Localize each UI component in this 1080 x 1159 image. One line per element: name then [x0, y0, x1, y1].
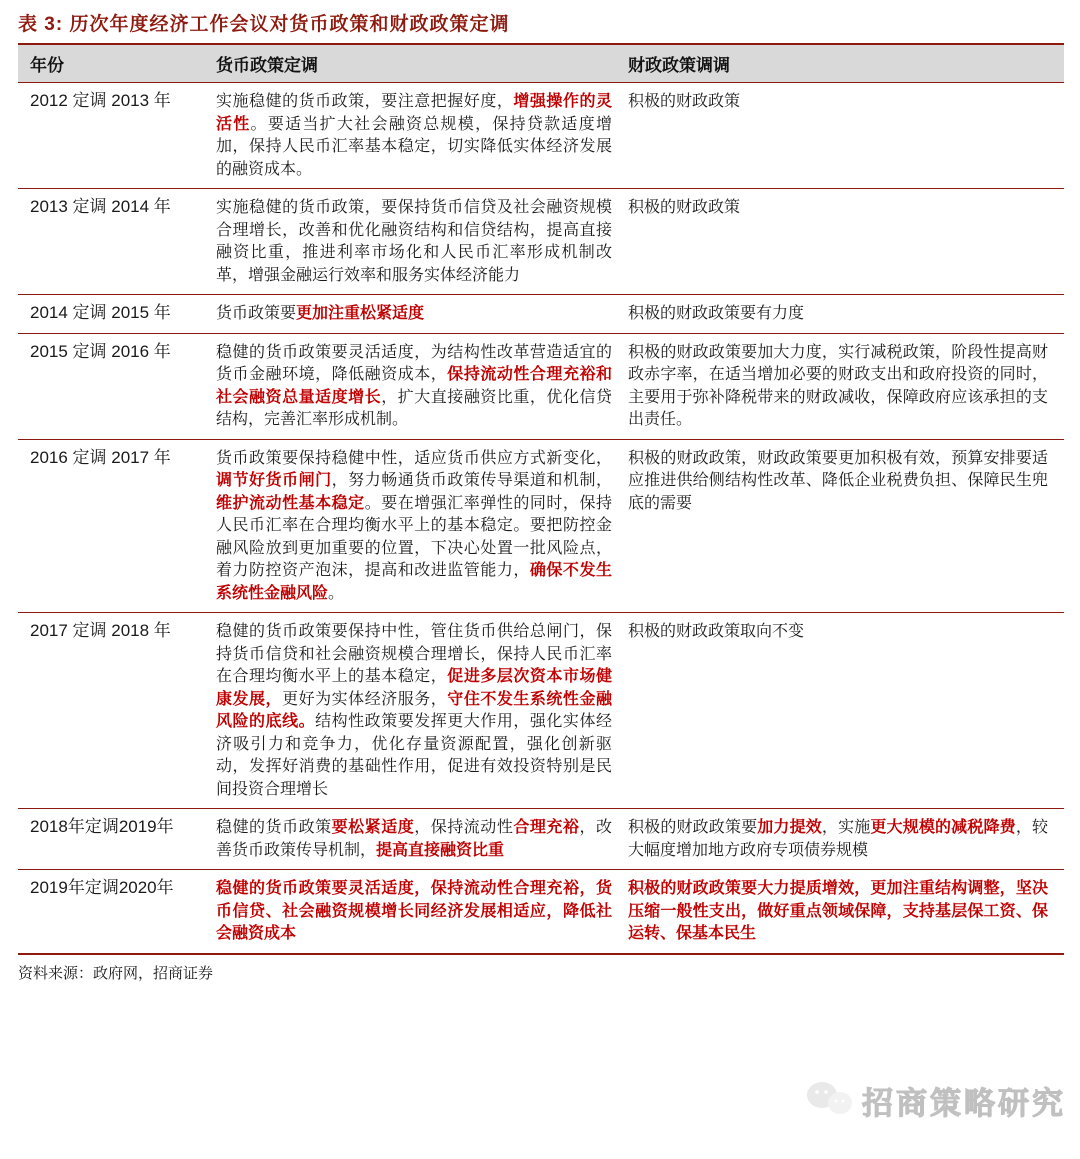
fiscal-policy-cell: 积极的财政政策取向不变: [628, 613, 1064, 809]
year-cell: 2014 定调 2015 年: [18, 295, 216, 334]
table-row: [18, 613, 1064, 809]
monetary-policy-cell: 实施稳健的货币政策，要注意把握好度，增强操作的灵活性。要适当扩大社会融资总规模，保持贷款适度增加，保持人民币汇率基本稳定，切实降低实体经济发展的融资成本。: [216, 83, 628, 189]
table-row: [18, 295, 1064, 334]
year-cell: 2013 定调 2014 年: [18, 189, 216, 295]
table-header: [18, 44, 1064, 83]
year-cell: 2016 定调 2017 年: [18, 439, 216, 613]
table-row: [18, 809, 1064, 870]
column-header-year: 年份: [18, 44, 216, 83]
monetary-policy-cell: 稳健的货币政策要松紧适度，保持流动性合理充裕，改善货币政策传导机制，提高直接融资比重: [216, 809, 628, 870]
fiscal-policy-cell: 积极的财政政策要大力提质增效，更加注重结构调整，坚决压缩一般性支出，做好重点领域保障，支持基层保工资、保运转、保基本民生: [628, 870, 1064, 954]
monetary-policy-cell: 稳健的货币政策要灵活适度，保持流动性合理充裕，货币信贷、社会融资规模增长同经济发展相适应，降低社会融资成本: [216, 870, 628, 954]
monetary-policy-cell: 实施稳健的货币政策，要保持货币信贷及社会融资规模合理增长，改善和优化融资结构和信贷结构，提高直接融资比重，推进利率市场化和人民币汇率形成机制改革，增强金融运行效率和服务实体经济能力: [216, 189, 628, 295]
watermark: [804, 1078, 1066, 1123]
monetary-policy-cell: 货币政策要更加注重松紧适度: [216, 295, 628, 334]
wechat-icon: [804, 1079, 856, 1123]
table-row: [18, 870, 1064, 954]
policy-table: [18, 43, 1064, 955]
fiscal-policy-cell: 积极的财政政策要加力提效，实施更大规模的减税降费，较大幅度增加地方政府专项债券规模: [628, 809, 1064, 870]
table-row: [18, 333, 1064, 439]
year-cell: 2012 定调 2013 年: [18, 83, 216, 189]
column-header-monetary-policy: 货币政策定调: [216, 44, 628, 83]
monetary-policy-cell: 稳健的货币政策要灵活适度，为结构性改革营造适宜的货币金融环境，降低融资成本，保持流动性合理充裕和社会融资总量适度增长，扩大直接融资比重，优化信贷结构，完善汇率形成机制。: [216, 333, 628, 439]
fiscal-policy-cell: 积极的财政政策: [628, 189, 1064, 295]
fiscal-policy-cell: 积极的财政政策: [628, 83, 1064, 189]
table-title: 表 3: 历次年度经济工作会议对货币政策和财政政策定调: [18, 14, 510, 35]
fiscal-policy-cell: 积极的财政政策要加大力度，实行减税政策，阶段性提高财政赤字率，在适当增加必要的财政支出和政府投资的同时，主要用于弥补降税带来的财政减收，保障政府应该承担的支出责任。: [628, 333, 1064, 439]
year-cell: 2019年定调2020年: [18, 870, 216, 954]
fiscal-policy-cell: 积极的财政政策，财政政策要更加积极有效，预算安排要适应推进供给侧结构性改革、降低企业税费负担、保障民生兜底的需要: [628, 439, 1064, 613]
monetary-policy-cell: 稳健的货币政策要保持中性，管住货币供给总闸门，保持货币信贷和社会融资规模合理增长，保持人民币汇率在合理均衡水平上的基本稳定，促进多层次资本市场健康发展，更好为实体经济服务，守住不发生系统性金融风险的底线。结构性政策要发挥更大作用，强化实体经济吸引力和竞争力，优化存量资源配置，强化创新驱动，发挥好消费的基础性作用，促进有效投资特别是民间投资合理增长: [216, 613, 628, 809]
fiscal-policy-cell: 积极的财政政策要有力度: [628, 295, 1064, 334]
table-body: [18, 83, 1064, 954]
year-cell: 2017 定调 2018 年: [18, 613, 216, 809]
watermark-text: 招商策略研究: [862, 1086, 1066, 1122]
year-cell: 2018年定调2019年: [18, 809, 216, 870]
table-row: [18, 439, 1064, 613]
year-cell: 2015 定调 2016 年: [18, 333, 216, 439]
monetary-policy-cell: 货币政策要保持稳健中性，适应货币供应方式新变化，调节好货币闸门，努力畅通货币政策传导渠道和机制，维护流动性基本稳定。要在增强汇率弹性的同时，保持人民币汇率在合理均衡水平上的基本稳定。要把防控金融风险放到更加重要的位置，下决心处置一批风险点，着力防控资产泡沫，提高和改进监管能力，确保不发生系统性金融风险。: [216, 439, 628, 613]
source-note: 资料来源：政府网，招商证券: [18, 963, 214, 982]
column-header-fiscal-policy: 财政政策调调: [628, 44, 1064, 83]
table-row: [18, 83, 1064, 189]
table-row: [18, 189, 1064, 295]
